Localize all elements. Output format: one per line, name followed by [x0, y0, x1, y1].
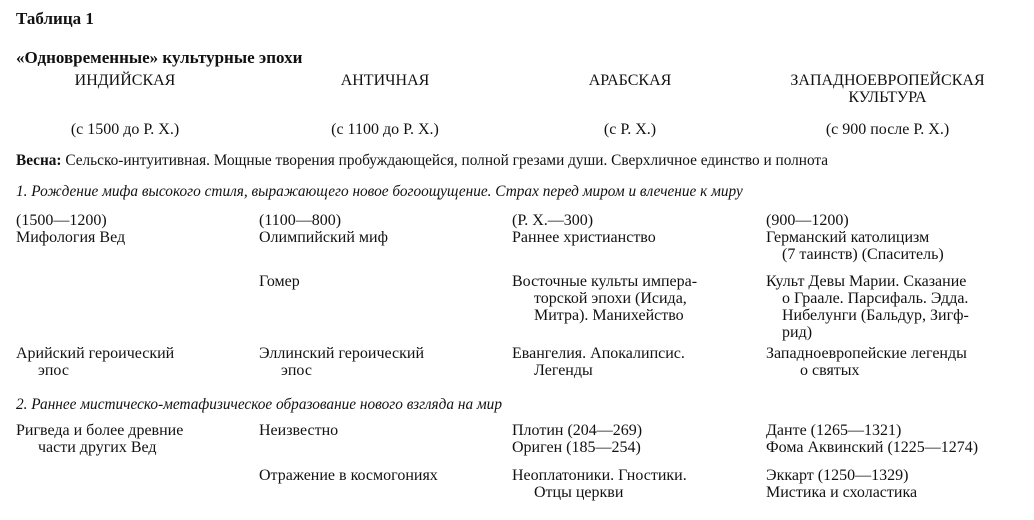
table-cell — [259, 422, 338, 439]
cell-line: Неизвестно — [259, 422, 339, 439]
culture-header-western — [760, 72, 1015, 106]
spring-line — [16, 152, 828, 169]
table-cell — [512, 467, 687, 501]
cell-line: Ориген (185—254) — [512, 439, 641, 456]
section-heading: 2. Раннее мистическо-метафизическое образование нового взгляда на мир — [16, 396, 502, 413]
table-cell — [259, 467, 438, 484]
table-cell — [766, 229, 944, 263]
cell-line: торской эпохи (Исида, — [534, 290, 687, 307]
cell-line: Фома Аквинский (1225—1274) — [766, 439, 979, 456]
period-dates: (Р. Х.—300) — [512, 212, 594, 229]
table-label: Таблица 1 — [16, 9, 94, 28]
culture-header-indian — [30, 72, 220, 89]
culture-period: (с 900 после Р. Х.) — [825, 121, 950, 138]
cell-line: о Граале. Парсифаль. Эдда. — [782, 290, 969, 307]
cell-line: Плотин (204—269) — [512, 422, 643, 439]
table-cell — [259, 273, 300, 290]
table-cell — [512, 273, 697, 324]
cell-line: Западноевропейские легенды — [766, 345, 967, 362]
spring-text: Сельско-интуитивная. Мощные творения пробуждающейся, полной грезами души. Сверхличное единство и полнота — [65, 152, 829, 169]
cell-line: Олимпийский миф — [259, 229, 388, 246]
cell-line: Неоплатоники. Гностики. — [512, 467, 687, 484]
period-dates: (1100—800) — [259, 212, 342, 229]
cell-line: эпос — [281, 362, 312, 379]
cell-line: Ригведа и более древние — [16, 422, 184, 439]
table-cell — [512, 345, 685, 379]
table-cell — [259, 345, 424, 379]
table-cell — [766, 467, 917, 501]
cell-line: (7 таинств) (Спаситель) — [782, 246, 944, 263]
cell-line: Мистика и схоластика — [766, 484, 918, 501]
period-dates: (900—1200) — [766, 212, 849, 229]
table-cell — [16, 345, 174, 379]
cell-line: Митра). Манихейство — [534, 307, 684, 324]
culture-period: (с 1100 до Р. Х.) — [331, 121, 439, 138]
spring-label: Весна: — [16, 152, 62, 169]
culture-header-arabic — [530, 72, 730, 89]
period-dates: (1500—1200) — [16, 212, 107, 229]
cell-line: Эллинский героический — [259, 345, 425, 362]
cell-line: Эккарт (1250—1329) — [766, 467, 909, 484]
cell-line: Гомер — [259, 273, 300, 290]
cell-line: Отцы церкви — [534, 484, 624, 501]
table-cell — [766, 422, 978, 456]
cell-line: о святых — [800, 362, 860, 379]
cell-line: Восточные культы импера- — [512, 273, 698, 290]
cell-line: эпос — [38, 362, 69, 379]
table-cell — [766, 345, 967, 379]
table-cell — [16, 422, 183, 456]
culture-name: АРАБСКАЯ — [588, 72, 672, 89]
table-cell — [259, 229, 388, 246]
table-cell — [512, 422, 642, 456]
cell-line: Евангелия. Апокалипсис. — [512, 345, 685, 362]
cell-line: Данте (1265—1321) — [766, 422, 902, 439]
culture-period: (с Р. Х.) — [603, 121, 657, 138]
cell-line: Раннее христианство — [512, 229, 656, 246]
table-title: «Одновременные» культурные эпохи — [16, 48, 303, 67]
cell-line: Нибелунги (Бальдур, Зигф- — [782, 307, 969, 324]
culture-name-line2: КУЛЬТУРА — [848, 89, 927, 106]
table-cell — [16, 229, 125, 246]
cell-line: Отражение в космогониях — [259, 467, 438, 484]
culture-period: (с 1500 до Р. Х.) — [70, 121, 180, 138]
cell-line: Культ Девы Марии. Сказание — [766, 273, 967, 290]
cell-line: рид) — [782, 324, 813, 341]
culture-header-antique — [285, 72, 485, 89]
table-cell — [512, 229, 656, 246]
section-heading: 1. Рождение мифа высокого стиля, выражающего новое богоощущение. Страх перед миром и влечение к миру — [16, 183, 743, 200]
culture-name: ЗАПАДНОЕВРОПЕЙСКАЯ — [790, 72, 985, 89]
table-cell — [766, 273, 969, 341]
cell-line: Арийский героический — [16, 345, 175, 362]
cell-line: Легенды — [534, 362, 593, 379]
culture-name: ИНДИЙСКАЯ — [74, 72, 176, 89]
cell-line: Мифология Вед — [16, 229, 126, 246]
culture-name: АНТИЧНАЯ — [340, 72, 430, 89]
cell-line: Германский католицизм — [766, 229, 930, 246]
cell-line: части других Вед — [38, 439, 157, 456]
